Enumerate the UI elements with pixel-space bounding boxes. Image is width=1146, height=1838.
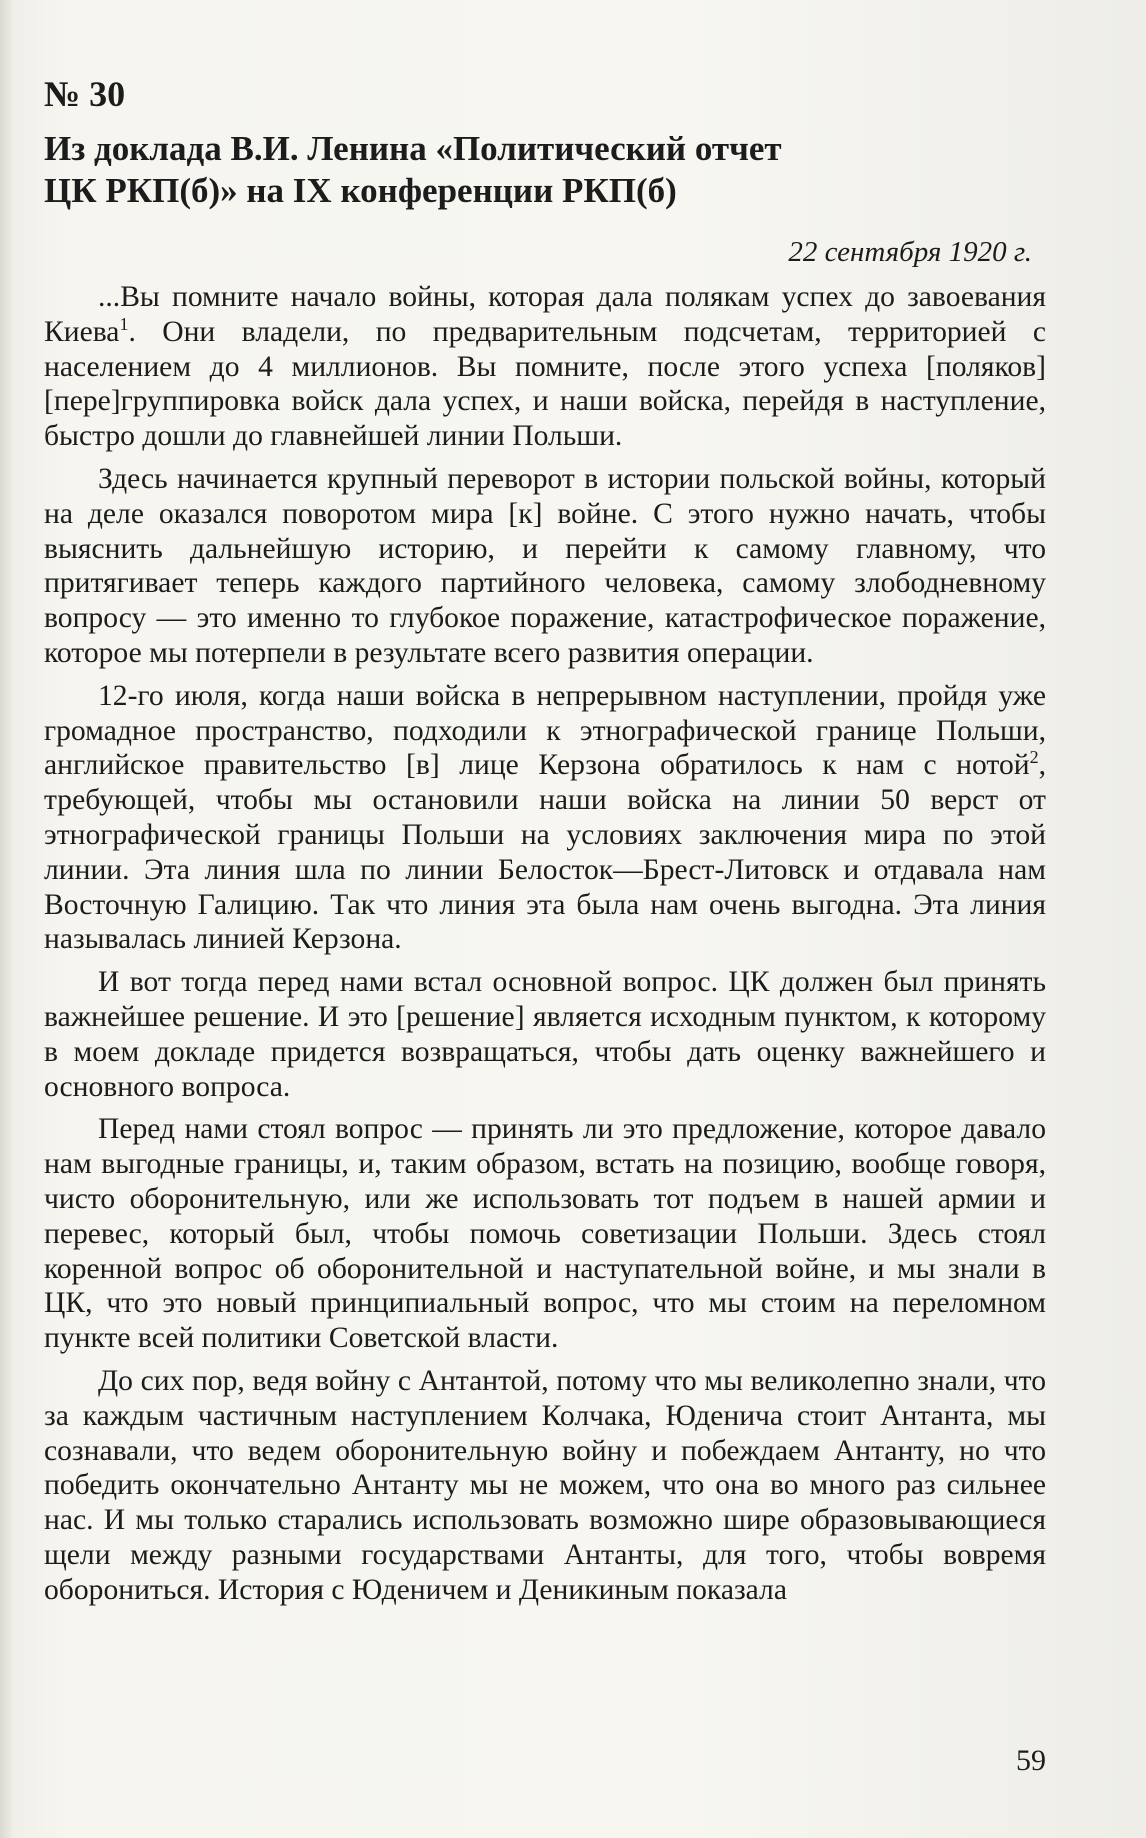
page-gutter-shadow: [0, 0, 14, 1838]
paragraph-5: Перед нами стоял вопрос — принять ли это предложение, которое давало нам выгодные границы, и, таким образом, встать на позицию, вообще говоря, чисто оборонительную, или же использовать тот подъем в нашей армии и перевес, который был, чтобы помочь советизации Польши. Здесь стоял коренной вопрос об оборонительной и наступательной войне, и мы знали в ЦК, что это новый принципиальный вопрос, что мы стоим на переломном пункте всей политики Советской власти.: [44, 1113, 1046, 1355]
paragraph-1-text-b: . Они владели, по предварительным подсчетам, территорией с населением до 4 миллионов. Вы помните, после этого успеха [поляков] [пере]группировка войск дала успех, и наши войска, перейдя в наступление, быстро дошли до главнейшей линии Польши.: [44, 315, 1046, 453]
footnote-marker-2[interactable]: 2: [1029, 747, 1039, 768]
footnote-marker-1[interactable]: 1: [119, 313, 129, 334]
paragraph-2: Здесь начинается крупный переворот в истории польской войны, который на деле оказался поворотом мира [к] войне. С этого нужно начать, чтобы выяснить дальнейшую историю, и перейти к самому главному, что притягивает теперь каждого партийного человека, самому злободневному вопросу — это именно то глубокое поражение, катастрофическое поражение, которое мы потерпели в результате всего развития операции.: [44, 462, 1046, 669]
paragraph-3-text-b: , требующей, чтобы мы остановили наши войска на линии 50 верст от этнографической границы Польши на условиях заключения мира по этой линии. Эта линия шла по линии Белосток—Брест-Литовск и отдавала нам Восточную Галицию. Так что линия эта была нам очень выгодна. Эта линия называлась линией Керзона.: [44, 749, 1046, 956]
paragraph-3-text-a: 12-го июля, когда наши войска в непрерывном наступлении, пройдя уже громадное пространство, подходили к этнографической границе Польши, английское правительство [в] лице Керзона обратилось к нам с нотой: [44, 679, 1046, 782]
paragraph-3: [44, 679, 1046, 957]
paragraph-6: До сих пор, ведя войну с Антантой, потому что мы великолепно знали, что за каждым частичным наступлением Колчака, Юденича стоит Антанта, мы сознавали, что ведем оборонительную войну и побеждаем Антанту, но что победить окончательно Антанту мы не можем, что она во много раз сильнее нас. И мы только старались использовать возможно шире образовывающиеся щели между разными государствами Антанты, для того, чтобы вовремя оборониться. История с Юденичем и Деникиным показала: [44, 1364, 1046, 1606]
document-title: [44, 128, 1046, 212]
page-content: [44, 72, 1046, 1615]
document-title-line-2: ЦК РКП(б)» на IX конференции РКП(б): [44, 171, 677, 210]
paragraph-1-text-a: ...Вы помните начало войны, которая дала полякам успех до завоевания Киева: [44, 281, 1046, 348]
document-number: № 30: [44, 74, 126, 114]
document-date: 22 сентября 1920 г.: [788, 236, 1032, 268]
document-body: [44, 280, 1046, 1607]
page-number: 59: [1016, 1744, 1046, 1777]
document-title-line-1: Из доклада В.И. Ленина «Политический отчет: [44, 129, 782, 168]
paragraph-4: И вот тогда перед нами встал основной вопрос. ЦК должен был принять важнейшее решение. И это [решение] является исходным пунктом, к которому в моем докладе придется возвращаться, чтобы дать оценку важнейшего и основного вопроса.: [44, 966, 1046, 1103]
paragraph-1: [44, 280, 1046, 454]
